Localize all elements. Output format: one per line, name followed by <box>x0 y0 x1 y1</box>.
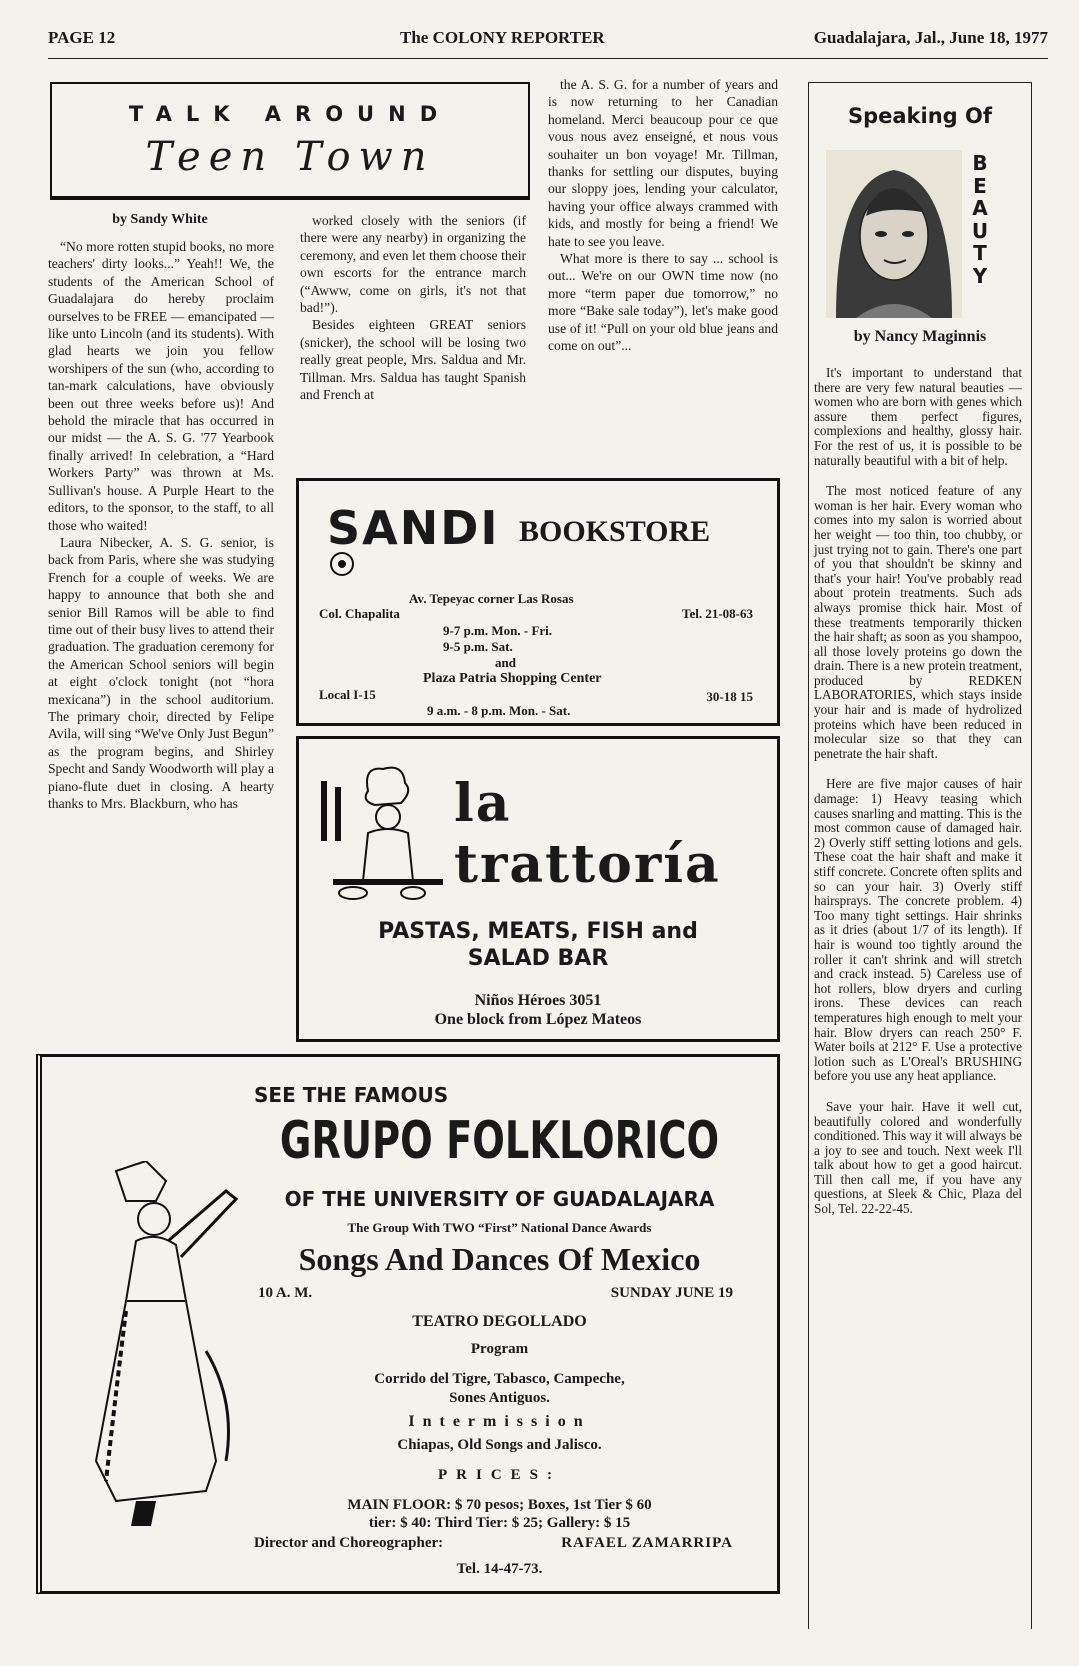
article-paragraph: worked closely with the seniors (if there were any nearby) in organizing the ceremony, and even let them choose their own escorts for the entrance march (“Awww, come on girls, it's not that bad!”). <box>300 213 526 316</box>
bookstore-colonia: Col. Chapalita <box>319 606 400 621</box>
ad-director-label: Director and Choreographer: <box>254 1535 444 1551</box>
article-paragraph: the A. S. G. for a number of years and is now returning to her Canadian homeland. Merci beaucoup pour ce que vous nous avez enseigné, et nous vous souhaiter un bon voyage! Mr. Tillman, thanks for settling our disputes, buying our sloppy joes, lending your calculator, having your office always crammed with kids, and mostly for being a friend! We hate to see you leave. <box>548 77 778 249</box>
article-paragraph: It's important to understand that there are very few natural beauties — women who are born with genes which assure them perfect figures, complexions and healthy, glossy hair. For the rest of us, it is possible to be naturally beautiful with a bit of help. <box>814 365 1022 468</box>
bookstore-title: BOOKSTORE <box>519 515 711 548</box>
ad-kicker: SEE THE FAMOUS <box>254 1083 449 1107</box>
column-subtitle: Teen Town <box>145 134 435 180</box>
bookstore-hours-plaza: 9 a.m. - 8 p.m. Mon. - Sat. <box>427 703 571 718</box>
ad-program-line-3: Chiapas, Old Songs and Jalisco. <box>397 1437 602 1453</box>
article-paragraph: “No more rotten stupid books, no more teachers' dirty looks...” Yeah!! We, the students of the American School of Guadalajara do hereby proclaim ourselves to be FREE — emancipated — like unto Lincoln (and its students). With glad hearts we join you fellow worshipers of the sun (who, according to tan-mark calculations, have obviously been out three weeks before us)! And behold the miracle that has occurred in our midst — the A. S. G. '77 Yearbook finally arrived! In celebration, a “Hard Workers Party” was thrown at Ms. Sullivan's house. A Purple Heart to the editors, to the sponsor, to the staff, to all those who waited! <box>48 239 274 533</box>
restaurant-directions: One block from López Mateos <box>434 1011 642 1028</box>
ad-venue: TEATRO DEGOLLADO <box>412 1313 587 1330</box>
beauty-byline: by Nancy Maginnis <box>853 328 987 345</box>
article-paragraph: Laura Nibecker, A. S. G. senior, is back from Paris, where she was studying French for a couple of weeks. We are happy to announce that both she and senior Bill Ramos will be able to find time out of their busy lives to attend their graduation. The graduation ceremony for the American School seniors will begin at eight o'clock tonight (not “hora mexicana”) in the school auditorium. The primary choir, directed by Felipe Avila, will sing “We've Only Just Begun” as the program begins, and Shirley Specht and Sandy Woodworth will play a piano-flute duet in closing. A hearty thanks to Mrs. Blackburn, who has <box>48 534 274 811</box>
restaurant-menu-line-2: SALAD BAR <box>467 946 609 971</box>
bookstore-plaza: Plaza Patria Shopping Center <box>423 671 602 686</box>
ad-date: SUNDAY JUNE 19 <box>610 1285 733 1301</box>
article-paragraph: Save your hair. Have it well cut, beautifully colored and wonderfully conditioned. This way it will always be a joy to see and touch. Next week I'll talk about how to get a good haircut. Till then call me, if you have any questions, at Sleek & Chic, Plaza del Sol, Tel. 22-22-45. <box>814 1098 1022 1217</box>
bookstore-hours-saturday: 9-5 p.m. Sat. <box>443 639 513 654</box>
ad-group-name: GRUPO FOLKLORICO <box>279 1111 720 1171</box>
talk-column-2 <box>300 212 526 403</box>
newspaper-name: The COLONY REPORTER <box>400 28 605 47</box>
sandi-logo: SANDI <box>327 501 500 555</box>
bookstore-local: Local I-15 <box>319 687 376 702</box>
ad-show-title: Songs And Dances Of Mexico <box>298 1241 701 1277</box>
restaurant-address: Niños Héroes 3051 <box>474 992 602 1009</box>
bookstore-phone-2: 30-18 15 <box>706 689 753 704</box>
ad-program-label: Program <box>470 1341 529 1357</box>
dateline: Guadalajara, Jal., June 18, 1977 <box>813 28 1048 47</box>
ad-program-line-1: Corrido del Tigre, Tabasco, Campeche, <box>374 1371 625 1387</box>
restaurant-menu-line-1: PASTAS, MEATS, FISH and <box>378 919 698 944</box>
column-heading-box <box>50 82 530 200</box>
talk-column-1 <box>48 238 274 812</box>
talk-byline: by Sandy White <box>112 212 208 227</box>
ad-time: 10 A. M. <box>258 1285 313 1301</box>
ad-director-name: RAFAEL ZAMARRIPA <box>561 1535 733 1551</box>
ad-phone: Tel. 14-47-73. <box>456 1561 543 1577</box>
ad-program-line-2: Sones Antiguos. <box>449 1390 550 1406</box>
ad-university: OF THE UNIVERSITY OF GUADALAJARA <box>284 1187 715 1211</box>
flower-icon <box>329 551 355 577</box>
ad-prices-label: PRICES: <box>437 1467 561 1483</box>
article-paragraph: What more is there to say ... school is out... We're on our OWN time now (no more “term paper due tomorrow,” no more “Bake sale today”), let's make good use of it! “Pull on your old blue jeans and come on out”... <box>548 251 778 354</box>
bookstore-phone: Tel. 21-08-63 <box>681 606 753 621</box>
grupo-folklorico-ad <box>36 1054 780 1594</box>
bookstore-hours-weekday: 9-7 p.m. Mon. - Fri. <box>443 623 553 638</box>
page-number: PAGE 12 <box>48 28 116 47</box>
column-title: TALK AROUND <box>128 102 452 126</box>
ad-prices-line-1: MAIN FLOOR: $ 70 pesos; Boxes, 1st Tier $ 60 <box>347 1497 652 1513</box>
article-paragraph: Here are five major causes of hair damage: 1) Heavy teasing which causes snarling and matting. This is the most common cause of damaged hair. 2) Overly stiff setting lotions and gels. These coat the hair shaft and make it stiff concrete. Concrete often splits and so can your hair. 3) Overly stiff hairsprays. The concrete problem. 4) Too many tight settings. Hair shrinks as it dries (about 1/7 of its length). If hair is wound too tightly around the roller it can't shrink and will stretch and crack instead. 5) Careless use of hot rollers, blow dryers and curling irons. These devices can reach temperatures high enough to melt your hair. Blow dryers can reach 250° F. Water boils at 212° F. Use a protective lotion such as L'Oreal's BRUSHING before you use any heat appliance. <box>814 776 1022 1084</box>
beauty-heading: Speaking Of <box>847 104 993 128</box>
bookstore-and: and <box>495 655 516 670</box>
sandi-bookstore-ad <box>296 478 780 726</box>
la-trattoria-ad <box>296 736 780 1042</box>
chef-illustration <box>313 761 443 911</box>
beauty-article <box>814 366 1022 1233</box>
ad-prices-line-2: tier: $ 40: Third Tier: $ 25; Gallery: $ 15 <box>368 1515 631 1531</box>
bookstore-address: Av. Tepeyac corner Las Rosas <box>409 591 574 606</box>
beauty-vertical-title: BEAUTY <box>971 151 989 288</box>
author-photo <box>826 150 962 318</box>
ad-intermission: Intermission <box>408 1413 591 1430</box>
restaurant-name: la trattoría <box>454 773 721 895</box>
article-paragraph: The most noticed feature of any woman is her hair. Every woman who comes into my salon is worried about her weight — too thin, too chubby, or just trying not to gain. There's one part of you that shouldn't be skinny and that's your hair! You've probably read about protein treatments. Such ads always promise thick hair. Most of these treatments temporarily thicken the hair shaft; as soon as you shampoo, all those lovely proteins go down the drain. There is a new protein treatment, produced by REDKEN LABORATORIES, which stays inside your hair and is made of hydrolized proteins which have been reduced in molecular size so that they can penetrate the hair shaft. <box>814 483 1022 761</box>
masthead <box>48 24 1048 59</box>
talk-column-3 <box>548 76 778 355</box>
ad-awards: The Group With TWO “First” National Dance Awards <box>347 1220 652 1235</box>
article-paragraph: Besides eighteen GREAT seniors (snicker), the school will be losing two really great people, Mrs. Saldua and Mr. Tillman. Mrs. Saldua has taught Spanish and French at <box>300 317 526 403</box>
